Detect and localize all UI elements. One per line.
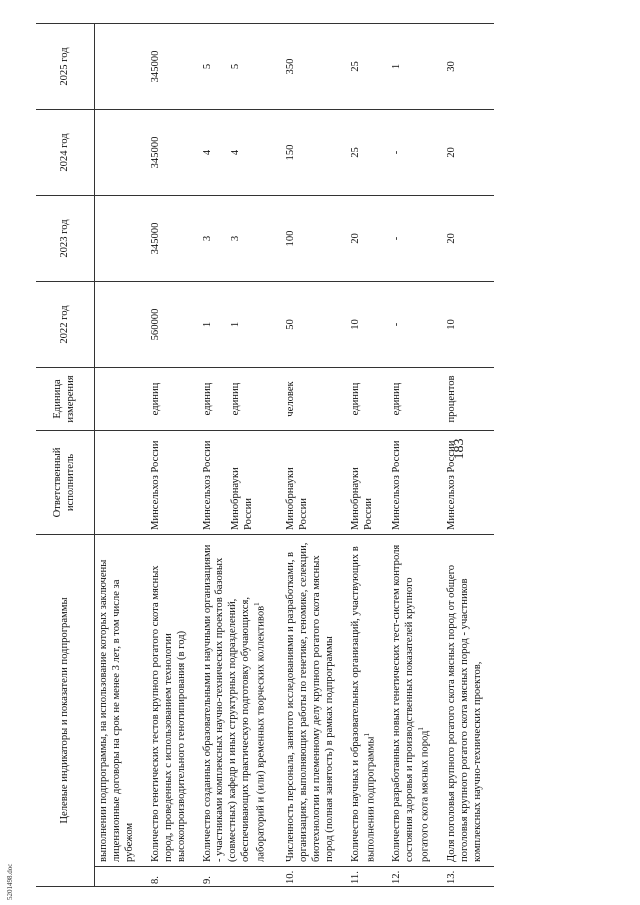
value-2024: 4 4: [199, 110, 283, 196]
value-2023: 3 3: [199, 196, 283, 282]
value-2023: 100: [282, 196, 347, 282]
header-unit: Единица измерения: [36, 368, 95, 431]
row-number: [95, 867, 147, 887]
value-2023: 20: [347, 196, 388, 282]
executor-cell: Минсельхоз России Минобрнауки России: [199, 431, 283, 535]
row-number: 12.: [388, 867, 442, 887]
unit-cell: человек: [282, 368, 347, 431]
value-2022: 1 1: [199, 282, 283, 368]
value-2024: 20: [443, 110, 495, 196]
footnote-mark: 1: [362, 733, 371, 737]
header-2023: 2023 год: [36, 196, 95, 282]
row-number: 13.: [443, 867, 495, 887]
row-number: 8.: [147, 867, 199, 887]
indicators-table: [36, 23, 494, 887]
value-2023: 20: [443, 196, 495, 282]
table-row-11: [347, 24, 388, 887]
header-2024: 2024 год: [36, 110, 95, 196]
value-2025: 25: [347, 24, 388, 110]
document-footer: 5201498.doc: [6, 863, 14, 900]
row-number: 11.: [347, 867, 388, 887]
value-2022: 10: [443, 282, 495, 368]
value-2025: 345000: [147, 24, 199, 110]
indicator-text: Количество генетических тестов крупного рогатого скота мясных пород, проведенных с использованием технологии высокопроизводительного генотипирования (в год): [147, 535, 199, 867]
value-2022: 10: [347, 282, 388, 368]
executor-cell: Минобрнауки России: [347, 431, 388, 535]
header-indicator: Целевые индикаторы и показатели подпрограммы: [36, 535, 95, 887]
unit-cell: единиц: [347, 368, 388, 431]
footnote-mark: 1: [253, 602, 262, 606]
value-2024: -: [388, 110, 442, 196]
value-2022: 560000: [147, 282, 199, 368]
table-row-8: [147, 24, 199, 887]
row-number: 9.: [199, 867, 283, 887]
value-2024: 150: [282, 110, 347, 196]
table-row-continuation: [95, 24, 147, 887]
table-row-12: [388, 24, 442, 887]
unit-cell: единиц: [388, 368, 442, 431]
indicator-text: Количество разработанных новых генетических тест-систем контроля состояния здоровья и производственных показателей крупного рогатого скота мясных пород$^1$: [388, 535, 442, 867]
value-2022: -: [388, 282, 442, 368]
value-2022: 50: [282, 282, 347, 368]
continuation-text: выполнении подпрограммы, на использование которых заключены лицензионные договоры на срок не менее 3 лет, в том числе за рубежом: [95, 535, 147, 867]
footnote-mark: 1: [417, 727, 426, 731]
value-2023: 345000: [147, 196, 199, 282]
row-number: 10.: [282, 867, 347, 887]
table-row-9: [199, 24, 283, 887]
table-row-10: [282, 24, 347, 887]
executor-cell: Минсельхоз России: [443, 431, 495, 535]
executor-cell: Минсельхоз России: [388, 431, 442, 535]
executor-cell: Минсельхоз России: [147, 431, 199, 535]
executor-cell: Минобрнауки России: [282, 431, 347, 535]
unit-cell: процентов: [443, 368, 495, 431]
unit-cell: единиц: [147, 368, 199, 431]
table-header-row: [36, 24, 95, 887]
value-2025: 350: [282, 24, 347, 110]
indicator-text: Численность персонала, занятого исследованиями и разработками, в организациях, выполняющих работы по генетике, геномике, селекции, биотехнологии и племенному делу крупного рогатого скота мясных пород (полная занятость) в рамках подпрограммы: [282, 535, 347, 867]
table-row-13: [443, 24, 495, 887]
value-2023: -: [388, 196, 442, 282]
indicator-text: Количество научных и образовательных организаций, участвующих в выполнении подпрограммы$^1$: [347, 535, 388, 867]
header-2025: 2025 год: [36, 24, 95, 110]
value-2024: 25: [347, 110, 388, 196]
indicator-text: Количество созданных образовательными и научными организациями - участниками комплексных научно-технических проектов базовых (совместных) кафедр и иных структурных подразделений, обеспечивающих практическую подготовку обучающихся, лабораторий и (или) временных творческих коллективов$^1$: [199, 535, 283, 867]
unit-cell: единиц единиц: [199, 368, 283, 431]
value-2025: 5 5: [199, 24, 283, 110]
value-2024: 345000: [147, 110, 199, 196]
value-2025: 1: [388, 24, 442, 110]
header-executor: Ответственный исполнитель: [36, 431, 95, 535]
value-2025: 30: [443, 24, 495, 110]
page-number: 183: [452, 438, 467, 460]
header-2022: 2022 год: [36, 282, 95, 368]
indicator-text: Доля поголовья крупного рогатого скота мясных пород от общего поголовья крупного рогатого скота мясных пород - участников комплексных научно-технических проектов,: [443, 535, 495, 867]
